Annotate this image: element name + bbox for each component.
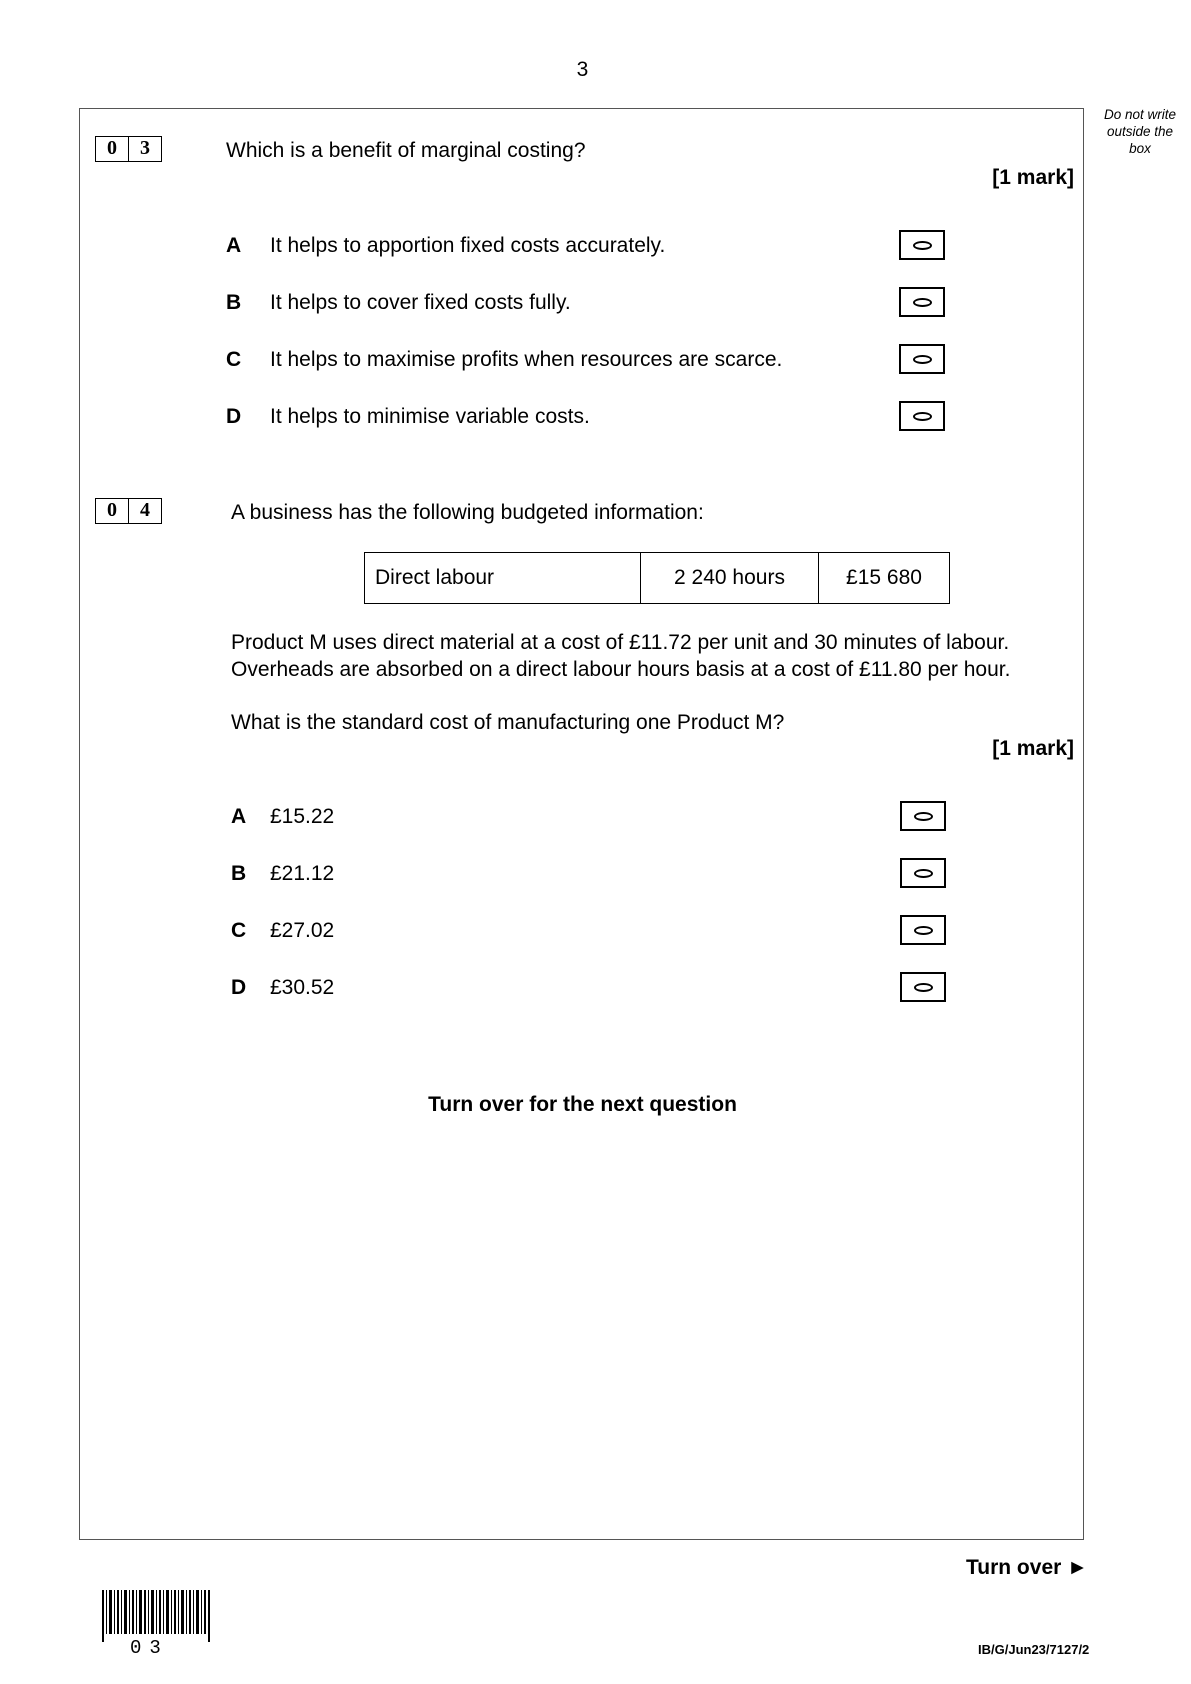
- answer-bubble-03-d[interactable]: [899, 401, 945, 431]
- option-text-b: It helps to cover fixed costs fully.: [270, 291, 571, 314]
- margin-note-line: outside the: [1106, 124, 1174, 139]
- budget-table: [364, 552, 950, 604]
- question-digit: 3: [128, 137, 161, 161]
- option-text-c: It helps to maximise profits when resources are scarce.: [270, 348, 783, 371]
- option-text-a: It helps to apportion fixed costs accurately.: [270, 234, 666, 257]
- answer-bubble-04-c[interactable]: [900, 915, 946, 945]
- table-cell-hours: 2 240 hours: [641, 553, 819, 604]
- paper-reference-code: IB/G/Jun23/7127/2: [978, 1642, 1090, 1657]
- table-cell-cost: £15 680: [819, 553, 950, 604]
- question-04-intro: A business has the following budgeted information:: [231, 501, 704, 524]
- turn-over-label: Turn over ►: [966, 1556, 1088, 1579]
- bubble-icon: [913, 412, 932, 421]
- margin-note-line: Do not write: [1103, 107, 1177, 122]
- bubble-icon: [914, 869, 933, 878]
- option-letter-a: A: [226, 234, 242, 257]
- question-03-text: Which is a benefit of marginal costing?: [226, 139, 586, 162]
- option-letter-b: B: [231, 862, 247, 885]
- question-digit: 0: [107, 499, 117, 521]
- option-letter-a: A: [231, 805, 247, 828]
- margin-note-line: box: [1129, 141, 1151, 156]
- option-text-a: £15.22: [270, 805, 335, 828]
- question-04-paragraph-line: Product M uses direct material at a cost of £11.72 per unit and 30 minutes of labour.: [231, 631, 1010, 654]
- table-row: [365, 553, 950, 604]
- table-cell-label: Direct labour: [365, 553, 641, 604]
- bubble-icon: [914, 926, 933, 935]
- option-letter-d: D: [231, 976, 247, 999]
- question-number-03: [95, 136, 162, 162]
- question-digit: 4: [128, 499, 161, 523]
- option-letter-b: B: [226, 291, 242, 314]
- option-text-d: £30.52: [270, 976, 335, 999]
- answer-bubble-03-a[interactable]: [899, 230, 945, 260]
- question-04-mark: [1 mark]: [992, 737, 1074, 760]
- question-04-paragraph-line: Overheads are absorbed on a direct labour hours basis at a cost of £11.80 per hour.: [231, 658, 1011, 681]
- option-letter-c: C: [226, 348, 242, 371]
- option-letter-d: D: [226, 405, 242, 428]
- question-03-mark: [1 mark]: [992, 166, 1074, 189]
- turn-over-next-question: Turn over for the next question: [428, 1093, 737, 1116]
- answer-bubble-04-a[interactable]: [900, 801, 946, 831]
- answer-bubble-04-b[interactable]: [900, 858, 946, 888]
- bubble-icon: [914, 983, 933, 992]
- bubble-icon: [913, 241, 932, 250]
- answer-bubble-04-d[interactable]: [900, 972, 946, 1002]
- barcode-icon: [102, 1590, 212, 1642]
- question-04-text: What is the standard cost of manufacturing one Product M?: [231, 711, 785, 734]
- page-number: 3: [576, 58, 589, 81]
- bubble-icon: [913, 355, 932, 364]
- option-text-b: £21.12: [270, 862, 335, 885]
- bubble-icon: [913, 298, 932, 307]
- margin-note: [1085, 106, 1191, 157]
- question-digit: 0: [107, 137, 117, 159]
- answer-bubble-03-b[interactable]: [899, 287, 945, 317]
- barcode-number: 03: [130, 1637, 169, 1659]
- bubble-icon: [914, 812, 933, 821]
- option-letter-c: C: [231, 919, 247, 942]
- option-text-c: £27.02: [270, 919, 335, 942]
- option-text-d: It helps to minimise variable costs.: [270, 405, 590, 428]
- answer-bubble-03-c[interactable]: [899, 344, 945, 374]
- question-number-04: [95, 498, 162, 524]
